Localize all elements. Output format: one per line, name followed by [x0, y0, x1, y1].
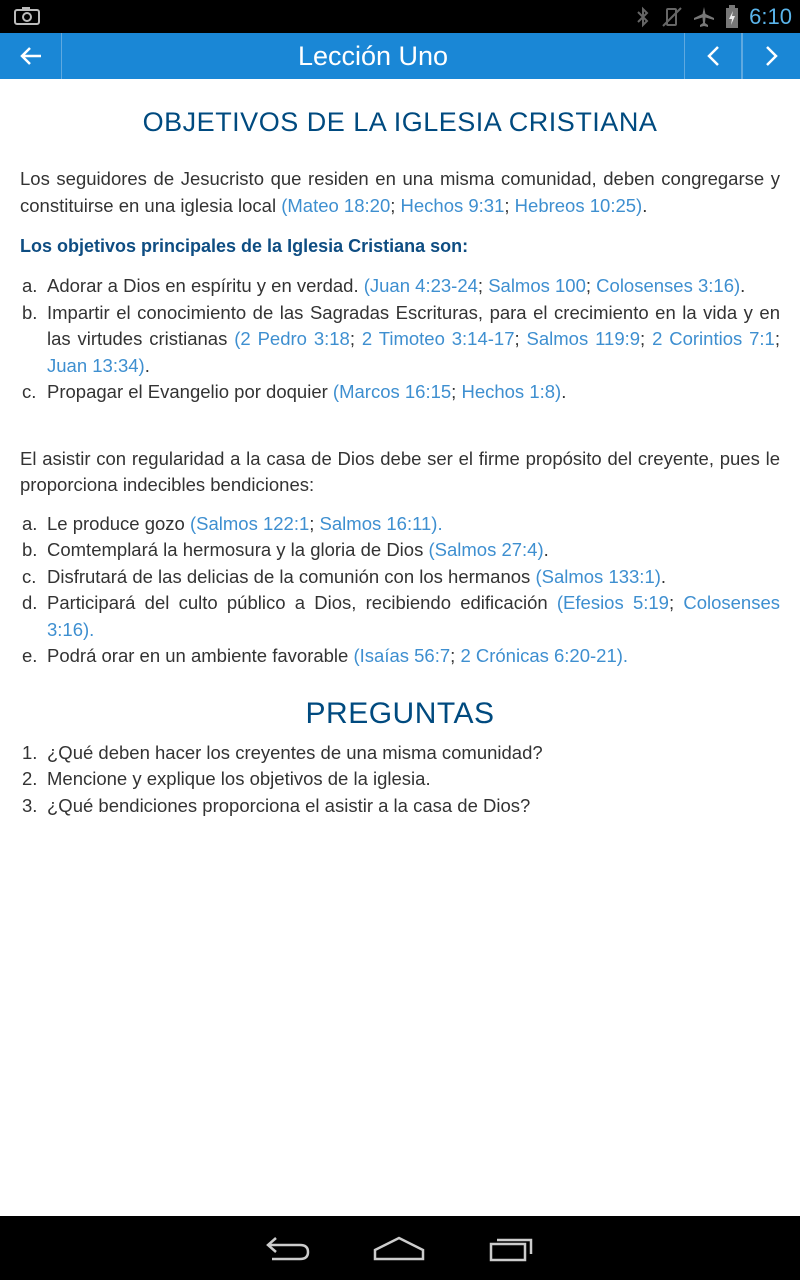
item-text: Comtemplará la hermosura y la gloria de Dios [47, 539, 429, 560]
next-lesson-button[interactable] [742, 33, 800, 79]
scripture-link[interactable]: Hechos 9:31 [400, 194, 505, 216]
item-text: Participará del culto público a Dios, recibiendo edificación [47, 592, 557, 613]
list-item: a. Le produce gozo (Salmos 122:1; Salmos 16:11). [20, 511, 780, 538]
chevron-left-icon [706, 45, 720, 67]
item-text: Le produce gozo [47, 512, 190, 534]
system-nav-bar [0, 1216, 800, 1280]
list-marker: b. [22, 539, 38, 560]
camera-icon [14, 7, 40, 25]
item-text: Disfrutará de las delicias de la comunión con los hermanos [47, 565, 536, 587]
battery-charging-icon [725, 5, 739, 29]
scripture-link[interactable]: (Salmos 27:4) [428, 539, 544, 560]
scripture-link[interactable]: Juan 13:34) [47, 354, 145, 376]
scripture-link[interactable]: (Efesios 5:19 [556, 592, 669, 613]
objectives-list [20, 273, 780, 406]
list-item: e. Podrá orar en un ambiente favorable (Isaías 56:7; 2 Crónicas 6:20-21). [20, 643, 780, 670]
scripture-link[interactable]: (Salmos 133:1) [535, 565, 661, 587]
arrow-left-icon [20, 46, 42, 66]
blessings-list [20, 511, 780, 670]
scripture-link[interactable]: (Salmos 122:1 [189, 512, 310, 534]
list-marker: a. [22, 512, 38, 534]
bluetooth-icon [635, 6, 651, 28]
item-text: Adorar a Dios en espíritu y en verdad. [47, 275, 364, 296]
question-text: ¿Qué bendiciones proporciona el asistir a la casa de Dios? [47, 794, 531, 816]
item-end: . [144, 354, 150, 376]
list-marker: 2. [22, 768, 38, 789]
home-nav-icon [372, 1234, 426, 1262]
lesson-content [20, 90, 780, 819]
item-end: . [740, 275, 746, 296]
list-marker: 1. [22, 741, 38, 763]
list-marker: b. [22, 301, 38, 323]
questions-list [20, 740, 780, 820]
previous-lesson-button[interactable] [684, 33, 742, 79]
recents-nav-icon [487, 1234, 537, 1262]
scripture-link[interactable]: (Isaías 56:7 [353, 645, 451, 666]
scripture-link[interactable]: Salmos 16:11). [319, 512, 443, 534]
list-marker: d. [22, 592, 38, 613]
list-item: b. Impartir el conocimiento de las Sagradas Escrituras, para el crecimiento en la vida y en las virtudes cristianas (2 Pedro 3:18; 2 Timoteo 3:14-17; Salmos 119:9; 2 Corintios 7:1; Juan 13:34). [22, 301, 780, 376]
back-nav-icon [262, 1234, 312, 1262]
list-item [20, 740, 780, 767]
list-item [20, 537, 780, 564]
list-marker: 3. [22, 794, 38, 816]
item-end: . [660, 565, 667, 587]
intro-paragraph: Los seguidores de Jesucristo que residen en una misma comunidad, deben congregarse y constituirse en una iglesia local (Mateo 18:20; Hechos 9:31; Hebreos 10:25). [20, 168, 780, 216]
scripture-link[interactable]: Salmos 119:9 [526, 328, 641, 349]
scripture-link[interactable]: (Marcos 16:15 [332, 381, 452, 402]
item-text: Propagar el Evangelio por doquier [47, 381, 333, 402]
scripture-link[interactable]: 2 Crónicas 6:20-21). [460, 645, 629, 666]
scripture-link[interactable]: 2 Corintios 7:1 [652, 328, 775, 349]
attendance-paragraph: El asistir con regularidad a la casa de Dios debe ser el firme propósito del creyente, pues le proporciona indecibles bendiciones: [20, 447, 780, 495]
chevron-right-icon [765, 45, 779, 67]
scripture-link[interactable]: 2 Timoteo 3:14-17 [361, 328, 515, 349]
lesson-heading: OBJETIVOS DE LA IGLESIA CRISTIANA [142, 107, 658, 137]
status-bar [0, 0, 800, 33]
item-end: . [543, 539, 549, 560]
intro-text: Los seguidores de Jesucristo que residen en una misma comunidad, deben congregarse y constituirse en una iglesia local [20, 168, 780, 216]
scripture-link[interactable]: (2 Pedro 3:18 [234, 328, 350, 349]
scripture-link[interactable]: Colosenses 3:16) [596, 275, 741, 296]
airplane-mode-icon [693, 6, 715, 28]
item-end: . [561, 381, 567, 402]
scripture-link[interactable]: Hebreos 10:25) [514, 194, 643, 216]
list-item [20, 766, 780, 793]
nav-home-button[interactable] [369, 1232, 429, 1264]
list-item [20, 793, 780, 820]
vibrate-mute-icon [661, 6, 683, 28]
list-item: c. Propagar el Evangelio por doquier (Marcos 16:15; Hechos 1:8). [20, 379, 780, 406]
question-text: Mencione y explique los objetivos de la iglesia. [47, 768, 431, 789]
app-bar [0, 33, 800, 79]
question-text: ¿Qué deben hacer los creyentes de una misma comunidad? [47, 741, 543, 763]
nav-back-button[interactable] [257, 1232, 317, 1264]
page-title: Lección Uno [297, 41, 449, 71]
nav-recents-button[interactable] [482, 1232, 542, 1264]
item-text: Impartir el conocimiento de las Sagradas Escrituras, para el crecimiento en la vida y en las virtudes cristianas [47, 301, 780, 349]
scripture-link[interactable]: Colosenses 3:16). [47, 592, 781, 640]
list-item: a. Adorar a Dios en espíritu y en verdad. (Juan 4:23-24; Salmos 100; Colosenses 3:16). [20, 273, 780, 300]
clock-time: 6:10 [749, 3, 792, 29]
list-item [20, 564, 780, 591]
objectives-subheading: Los objetivos principales de la Iglesia Cristiana son: [20, 236, 469, 256]
scripture-link[interactable]: Salmos 100 [488, 275, 586, 296]
scripture-link[interactable]: Hechos 1:8) [461, 381, 562, 402]
list-marker: a. [22, 275, 38, 296]
scripture-link[interactable]: (Juan 4:23-24 [363, 275, 478, 296]
questions-heading: PREGUNTAS [305, 696, 495, 730]
list-item: d. Participará del culto público a Dios, recibiendo edificación (Efesios 5:19; Colosenses 3:16). [22, 592, 781, 640]
list-marker: e. [22, 645, 38, 666]
back-button[interactable] [0, 33, 62, 79]
list-marker: c. [22, 381, 37, 402]
list-marker: c. [22, 565, 37, 587]
item-text: Podrá orar en un ambiente favorable [47, 645, 354, 666]
scripture-link[interactable]: (Mateo 18:20 [281, 194, 391, 216]
